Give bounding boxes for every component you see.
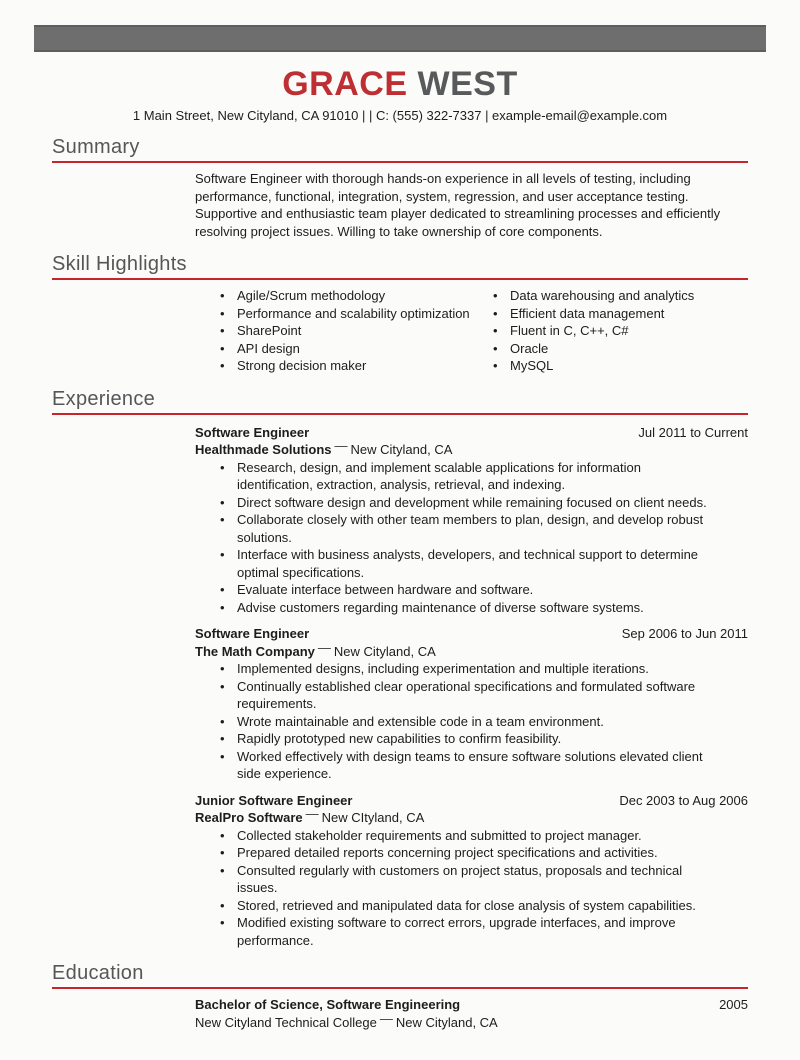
job-bullets (195, 827, 748, 950)
summary-rule (52, 161, 748, 163)
education-rule (52, 987, 748, 989)
school-separator: — (379, 1010, 393, 1026)
page-title (0, 65, 800, 103)
education-entry (195, 996, 748, 1031)
skills-column-left (195, 287, 480, 375)
job-bullet: • Consulted regularly with customers on project status, proposals and technical issues. (195, 862, 748, 897)
school-name: New Cityland Technical College (195, 1014, 377, 1030)
last-name: WEST (417, 65, 518, 103)
job-dates: Jul 2011 to Current (638, 424, 748, 440)
skill-item: • Fluent in C, C++, C# (480, 322, 700, 340)
job-bullet: • Research, design, and implement scalable applications for information identification, extraction, analysis, retrieval, and indexing. (195, 459, 748, 494)
job-entry (195, 792, 748, 950)
job-separator: — (317, 639, 331, 655)
job-bullet: • Worked effectively with design teams to ensure software solutions elevated client side experience. (195, 748, 748, 783)
experience-heading: Experience (52, 387, 156, 410)
job-bullet: • Advise customers regarding maintenance of diverse software systems. (195, 599, 748, 617)
first-name: GRACE (282, 65, 408, 103)
job-bullet: • Modified existing software to correct errors, upgrade interfaces, and improve performance. (195, 914, 748, 949)
job-bullet: • Stored, retrieved and manipulated data for close analysis of system capabilities. (195, 897, 748, 915)
contact-line: 1 Main Street, New Cityland, CA 91010 | | C: (555) 322-7337 | example-email@example.com (132, 108, 668, 123)
job-location: New Cityland, CA (333, 643, 436, 659)
job-bullet: • Prepared detailed reports concerning project specifications and activities. (195, 844, 748, 862)
company-line (195, 438, 748, 459)
job-bullet: • Continually established clear operational specifications and formulated software requirements. (195, 678, 748, 713)
skills-column-right (480, 287, 700, 375)
section-education (52, 962, 748, 1031)
job-separator: — (305, 806, 319, 821)
education-heading: Education (52, 962, 144, 984)
job-separator: — (334, 438, 348, 453)
skills-heading: Skill Highlights (52, 253, 187, 275)
skill-item: • Performance and scalability optimization (195, 305, 480, 323)
section-skills (52, 253, 748, 375)
job-bullet: • Interface with business analysts, developers, and technical support to determine optimal specifications. (195, 546, 748, 581)
job-company: The Math Company (195, 643, 315, 659)
skill-item: • SharePoint (195, 322, 480, 340)
header-bar (34, 25, 766, 52)
degree: Bachelor of Science, Software Engineering (195, 997, 461, 1012)
skill-item: • Agile/Scrum methodology (195, 287, 480, 305)
job-company: Healthmade Solutions (195, 442, 332, 457)
skill-item: • MySQL (480, 357, 700, 375)
job-location: New Cityland, CA (350, 442, 453, 457)
job-title: Software Engineer (195, 626, 310, 641)
job-bullet: • Rapidly prototyped new capabilities to confirm feasibility. (195, 730, 748, 748)
job-dates: Sep 2006 to Jun 2011 (621, 626, 748, 641)
skill-item: • Efficient data management (480, 305, 700, 323)
job-bullet: • Collected stakeholder requirements and submitted to project manager. (195, 827, 748, 845)
experience-rule (52, 413, 748, 415)
company-line (195, 806, 748, 827)
company-line (195, 639, 748, 661)
summary-heading: Summary (52, 136, 140, 158)
job-bullets (195, 660, 748, 783)
job-company: RealPro Software (195, 810, 303, 825)
job-bullet: • Direct software design and development while remaining focused on client needs. (195, 494, 748, 512)
school-line (195, 1010, 748, 1032)
job-bullet: • Wrote maintainable and extensible code in a team environment. (195, 713, 748, 731)
job-entry (195, 625, 748, 783)
job-title: Software Engineer (195, 424, 310, 440)
job-bullet: • Evaluate interface between hardware and software. (195, 581, 748, 599)
job-bullet: • Collaborate closely with other team members to plan, design, and develop robust solutions. (195, 511, 748, 546)
skills-rule (52, 278, 748, 280)
resume-page (0, 25, 800, 1060)
job-location: New CItyland, CA (321, 810, 425, 825)
skill-item: • Strong decision maker (195, 357, 480, 375)
skills-columns (195, 287, 748, 375)
job-title: Junior Software Engineer (195, 792, 353, 808)
job-bullet: • Implemented designs, including experimentation and multiple iterations. (195, 660, 748, 678)
job-bullets (195, 459, 748, 617)
section-summary (52, 136, 748, 240)
school-location: New Cityland, CA (395, 1014, 498, 1030)
graduation-year: 2005 (719, 997, 748, 1012)
summary-text: Software Engineer with thorough hands-on experience in all levels of testing, including performance, functional, integration, system, regression, and user acceptance testing. Supportive and enthusiastic team player dedicated to streamlining processes and efficiently resolving project issues. Willing to take ownership of core components. (195, 171, 721, 239)
section-experience (52, 388, 748, 950)
skill-item: • Data warehousing and analytics (480, 287, 700, 305)
job-dates: Dec 2003 to Aug 2006 (619, 792, 748, 808)
skill-item: • Oracle (480, 340, 700, 358)
skill-item: • API design (195, 340, 480, 358)
jobs (195, 424, 748, 950)
job-entry (195, 424, 748, 617)
